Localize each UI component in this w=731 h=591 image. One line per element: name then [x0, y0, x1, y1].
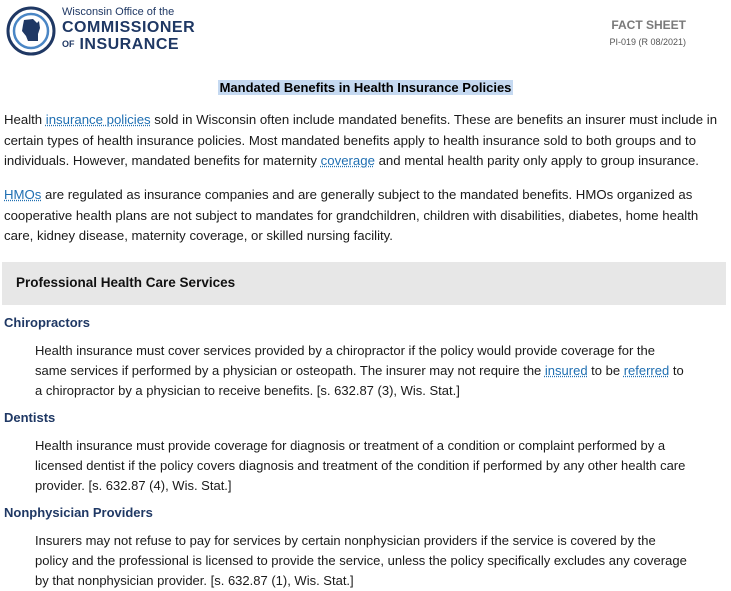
org-line-3: [62, 36, 195, 53]
subheading-nonphysician-providers: Nonphysician Providers: [4, 505, 153, 520]
page-title-text: Mandated Benefits in Health Insurance Policies: [219, 80, 512, 95]
p1-text-b: sold in Wisconsin often include mandated benefits. These are benefits an insurer must include in certain types of health insurance policies. Most mandated benefits apply to health insurance sold to both groups and to individuals. However, mandated benefits for maternity: [4, 112, 718, 168]
doc-code: PI-019 (R 08/2021): [609, 37, 686, 47]
subheading-dentists: Dentists: [4, 410, 56, 425]
fact-sheet-label: [609, 18, 686, 48]
section-heading: Professional Health Care Services: [16, 275, 236, 290]
page-header: [0, 0, 731, 66]
chiro-text-c: to a chiropractor by a physician to receive benefits. [s. 632.87 (3), Wis. Stat.]: [35, 363, 684, 398]
insurance-policies-link[interactable]: insurance policies: [45, 112, 151, 127]
p1-text-c: and mental health parity only apply to group insurance.: [374, 153, 699, 168]
page-title: [0, 79, 731, 97]
org-line-2: COMMISSIONER: [62, 19, 196, 36]
wisconsin-state-outline-icon: [6, 6, 56, 56]
referred-link[interactable]: referred: [623, 363, 670, 378]
org-insurance: INSURANCE: [79, 36, 180, 53]
subheading-chiropractors: Chiropractors: [4, 315, 90, 330]
coverage-link[interactable]: coverage: [320, 153, 375, 168]
chiro-text-b: to be: [587, 363, 624, 378]
p1-text-a: Health: [4, 112, 46, 127]
section-heading-band: [2, 262, 726, 305]
insured-link[interactable]: insured: [544, 363, 588, 378]
nonphysician-providers-body: Insurers may not refuse to pay for services by certain nonphysician providers if the service is covered by the policy and the professional is licensed to provide the service, unless the policy specifically excludes any coverage by that nonphysician provider. [s. 632.87 (1), Wis. Stat.]: [35, 533, 687, 588]
intro-paragraph-1: [4, 110, 724, 172]
org-line-1: Wisconsin Office of the: [62, 6, 175, 18]
chiro-text-a: Health insurance must cover services provided by a chiropractor if the policy would provide coverage for the same services if performed by a physician or osteopath. The insurer may not require the: [35, 343, 655, 378]
p2-text-a: are regulated as insurance companies and are generally subject to the mandated benefits. HMOs organized as cooperative health plans are not subject to mandates for grandchildren, children with disabilities, diabetes, home health care, kidney disease, maternity coverage, or skilled nursing facility.: [4, 187, 699, 243]
intro-paragraph-2: [4, 185, 724, 247]
hmos-link[interactable]: HMOs: [4, 187, 42, 202]
chiropractors-body: [35, 341, 690, 401]
doc-type: FACT SHEET: [611, 18, 686, 32]
organization-name: [62, 6, 195, 53]
org-of: OF: [62, 39, 75, 49]
dentists-body: Health insurance must provide coverage for diagnosis or treatment of a condition or complaint performed by a licensed dentist if the policy covers diagnosis and treatment of the condition if performed by any other health care provider. [s. 632.87 (4), Wis. Stat.]: [35, 438, 686, 493]
